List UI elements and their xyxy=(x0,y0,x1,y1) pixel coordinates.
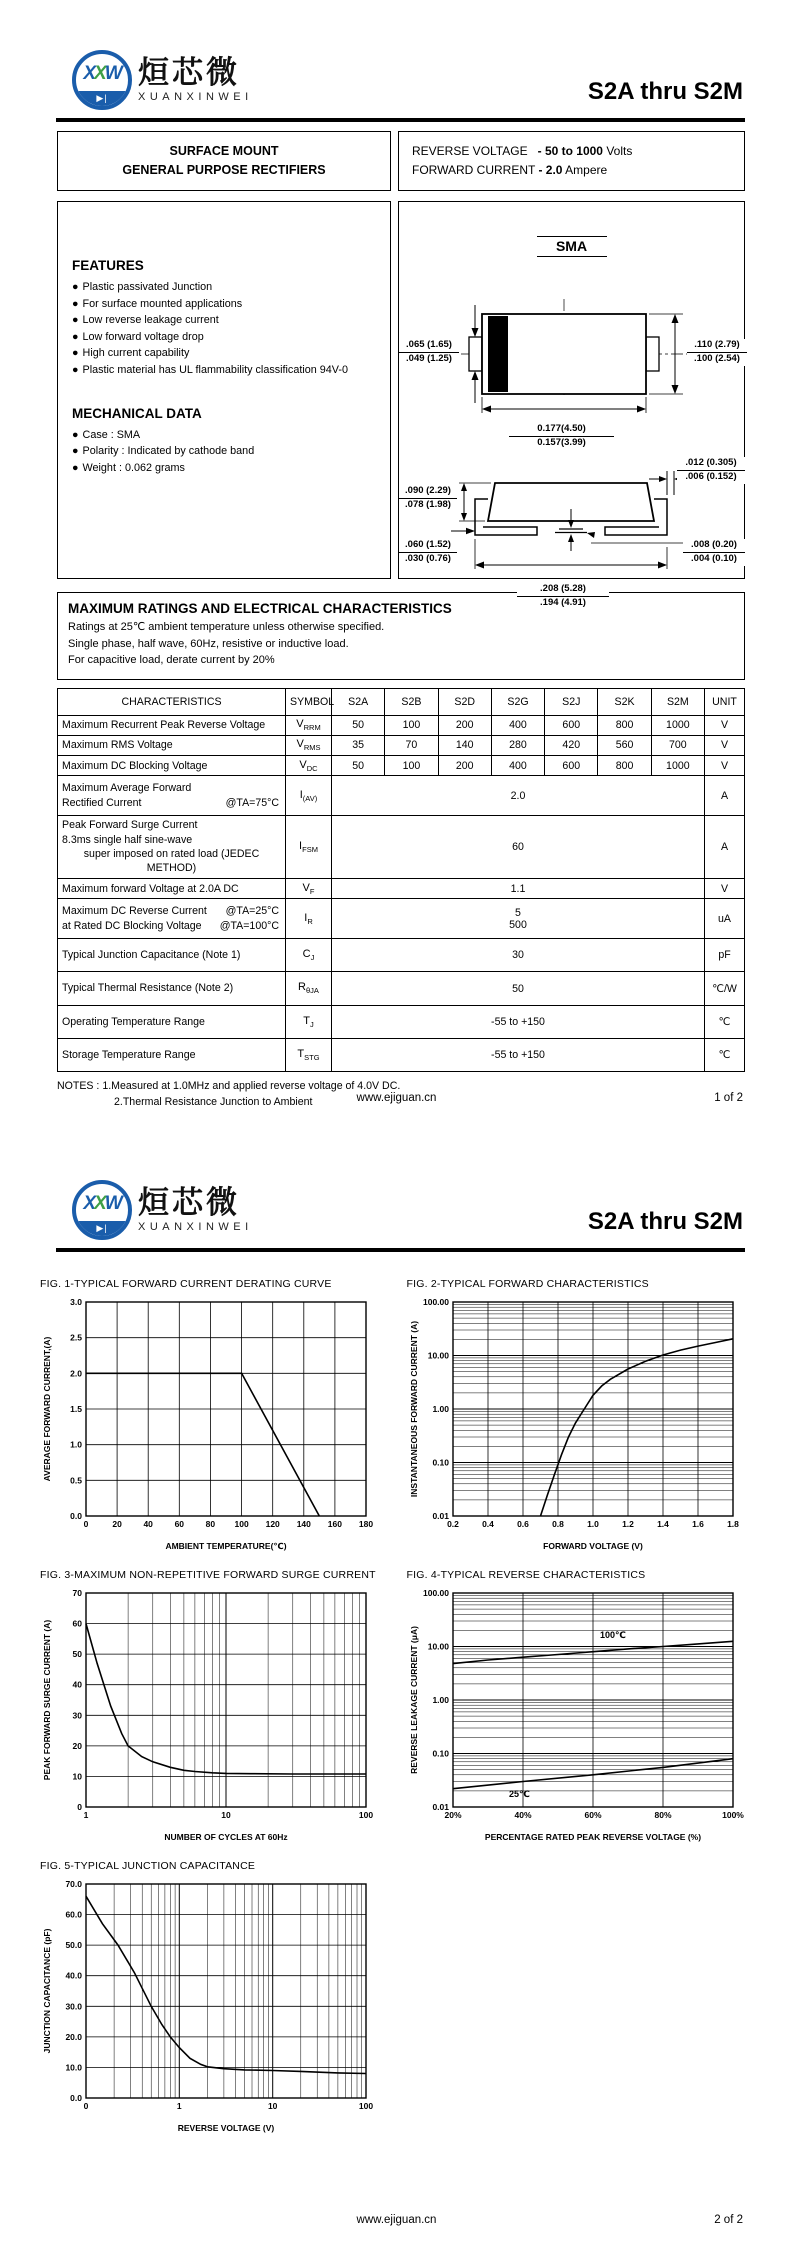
svg-text:1.0: 1.0 xyxy=(586,1519,599,1529)
value-cell: 700 xyxy=(651,735,704,755)
table-header-row xyxy=(58,688,745,715)
value-cell: 2.0 xyxy=(332,776,705,816)
svg-text:2.5: 2.5 xyxy=(70,1332,82,1343)
unit-cell: uA xyxy=(705,899,745,939)
figure-5 xyxy=(40,1860,393,2139)
list-item: ● Case : SMA xyxy=(72,428,141,441)
table-row xyxy=(58,756,745,776)
characteristic-cell: Typical Thermal Resistance (Note 2) xyxy=(58,972,286,1005)
features-box xyxy=(57,201,391,579)
figure-1-chart xyxy=(40,1294,393,1557)
page-number: 2 of 2 xyxy=(714,2214,743,2226)
svg-text:1.2: 1.2 xyxy=(621,1519,634,1529)
ratings-condition-3: For capacitive load, derate current by 20% xyxy=(68,654,275,666)
svg-text:80: 80 xyxy=(205,1519,216,1529)
brand-name-zh: 烜芯微 xyxy=(138,1185,240,1221)
characteristic-cell: Maximum Average Forward Rectified Current @TA=75°C xyxy=(58,776,286,816)
svg-text:30: 30 xyxy=(72,1710,82,1721)
bullet-icon: ● xyxy=(72,330,79,343)
figure-5-chart xyxy=(40,1876,393,2139)
svg-text:10: 10 xyxy=(267,2101,278,2111)
value-cell: 35 xyxy=(332,735,385,755)
brand-name-en: XUANXINWEI xyxy=(138,1220,253,1233)
svg-text:60.0: 60.0 xyxy=(65,1909,82,1920)
dim-side-body-height: $\frac{.090 (2.29)}{.078 (1.98)}$ xyxy=(399,485,457,512)
svg-text:1.00: 1.00 xyxy=(431,1695,449,1705)
unit-cell: V xyxy=(705,735,745,755)
svg-text:0: 0 xyxy=(83,2101,89,2111)
symbol-cell: $V_{RMS}$ xyxy=(286,735,332,755)
characteristic-cell: Maximum forward Voltage at 2.0A DC xyxy=(58,879,286,899)
column-header: UNIT xyxy=(705,688,745,715)
value-cell: 1.1 xyxy=(332,879,705,899)
table-row xyxy=(58,879,745,899)
svg-text:0.8: 0.8 xyxy=(551,1519,564,1529)
unit-cell: V xyxy=(705,715,745,735)
svg-text:10: 10 xyxy=(72,1771,82,1782)
svg-text:INSTANTANEOUS FORWARD CURRENT: INSTANTANEOUS FORWARD CURRENT (A) xyxy=(408,1320,419,1498)
diode-icon: ▶| xyxy=(76,1221,128,1236)
curve-label: 25℃ xyxy=(508,1788,530,1799)
characteristic-cell: Storage Temperature Range xyxy=(58,1038,286,1071)
max-ratings-box xyxy=(57,592,745,680)
product-line-1: SURFACE MOUNT xyxy=(169,143,279,158)
ratings-condition-1: Ratings at 25℃ ambient temperature unless otherwise specified. xyxy=(68,621,385,633)
svg-text:100.00: 100.00 xyxy=(422,1588,449,1598)
symbol-cell: $T_J$ xyxy=(286,1005,332,1038)
svg-text:FORWARD VOLTAGE (V): FORWARD VOLTAGE (V) xyxy=(542,1541,643,1551)
svg-text:80%: 80% xyxy=(653,1810,672,1820)
svg-text:PEAK FORWARD SURGE CURRENT (A): PEAK FORWARD SURGE CURRENT (A) xyxy=(42,1619,52,1781)
svg-text:0.6: 0.6 xyxy=(516,1519,529,1529)
product-type-box xyxy=(57,131,391,191)
svg-text:2.0: 2.0 xyxy=(70,1368,82,1379)
unit-cell: A xyxy=(705,776,745,816)
datasheet-page-2 xyxy=(0,1122,793,2244)
figure-4-chart xyxy=(407,1585,760,1848)
diode-icon: ▶| xyxy=(76,91,128,106)
value-cell: 600 xyxy=(545,715,598,735)
summary-row xyxy=(57,131,745,191)
value-cell: 50 xyxy=(332,715,385,735)
list-item: ● Plastic material has UL flammability classification 94V-0 xyxy=(72,363,348,376)
figure-1 xyxy=(40,1278,393,1557)
figure-2-title: FIG. 2-TYPICAL FORWARD CHARACTERISTICS xyxy=(406,1278,649,1290)
part-number-title: S2A thru S2M xyxy=(587,1208,743,1235)
value-cell: 560 xyxy=(598,735,651,755)
value-cell: 420 xyxy=(545,735,598,755)
dim-top-view-left: $\frac{.065 (1.65)}{.049 (1.25)}$ xyxy=(399,339,459,366)
package-outline-box xyxy=(398,201,745,608)
sma-top-view-drawing xyxy=(461,297,691,417)
svg-text:100%: 100% xyxy=(721,1810,744,1820)
svg-text:AVERAGE FORWARD CURRENT,(A): AVERAGE FORWARD CURRENT,(A) xyxy=(42,1336,52,1482)
value-cell: 100 xyxy=(385,715,438,735)
reverse-voltage-line: REVERSE VOLTAGE - 50 to 1000 Volts xyxy=(412,143,633,158)
column-header: S2B xyxy=(385,688,438,715)
svg-text:NUMBER OF CYCLES AT 60Hz: NUMBER OF CYCLES AT 60Hz xyxy=(164,1832,288,1842)
svg-text:40: 40 xyxy=(72,1679,82,1690)
package-drawings xyxy=(399,257,744,608)
value-cell: -55 to +150 xyxy=(332,1038,705,1071)
column-header: S2J xyxy=(545,688,598,715)
svg-text:60: 60 xyxy=(72,1618,82,1629)
figure-3 xyxy=(40,1569,393,1848)
header-rule xyxy=(56,1248,745,1252)
svg-text:40.0: 40.0 xyxy=(65,1970,82,1981)
series-cj xyxy=(86,1896,366,2073)
brand-text xyxy=(138,57,253,103)
note-2: 2.Thermal Resistance Junction to Ambient xyxy=(114,1096,313,1109)
bullet-icon: ● xyxy=(72,461,79,474)
table-row xyxy=(58,776,745,816)
svg-text:60: 60 xyxy=(174,1519,185,1529)
svg-text:0: 0 xyxy=(83,1519,89,1529)
mechanical-list xyxy=(72,429,378,474)
table-row xyxy=(58,939,745,972)
svg-text:1: 1 xyxy=(83,1810,89,1820)
svg-text:100: 100 xyxy=(234,1519,249,1529)
characteristic-cell: Maximum DC Blocking Voltage xyxy=(58,756,286,776)
figure-2-chart xyxy=(407,1294,760,1557)
part-number-title: S2A thru S2M xyxy=(587,78,743,105)
unit-cell: ℃ xyxy=(705,1038,745,1071)
value-cell: 280 xyxy=(491,735,544,755)
svg-text:0.5: 0.5 xyxy=(70,1475,82,1486)
svg-text:40: 40 xyxy=(143,1519,153,1529)
symbol-cell: $C_J$ xyxy=(286,939,332,972)
brand-text xyxy=(138,1187,253,1233)
max-ratings-heading: MAXIMUM RATINGS AND ELECTRICAL CHARACTERISTICS xyxy=(68,601,452,616)
bullet-icon: ● xyxy=(72,347,79,359)
chart-svg xyxy=(40,1294,378,1552)
svg-text:10.0: 10.0 xyxy=(65,2062,82,2073)
characteristic-cell: Typical Junction Capacitance (Note 1) xyxy=(58,939,286,972)
chart-svg xyxy=(407,1585,745,1843)
website-link[interactable]: www.ejiguan.cn xyxy=(356,2214,437,2226)
unit-cell: V xyxy=(705,756,745,776)
brand-name-zh: 烜芯微 xyxy=(138,55,240,91)
figures-grid xyxy=(40,1278,759,2139)
list-item: ● For surface mounted applications xyxy=(72,297,243,310)
chart-svg xyxy=(40,1585,378,1843)
symbol-cell: $I_{(AV)}$ xyxy=(286,776,332,816)
characteristic-cell: Operating Temperature Range xyxy=(58,1005,286,1038)
figure-2 xyxy=(407,1278,760,1557)
list-item: ● Low forward voltage drop xyxy=(72,330,204,343)
value-cell: 140 xyxy=(438,735,491,755)
page-number: 1 of 2 xyxy=(714,1092,743,1104)
column-header: S2D xyxy=(438,688,491,715)
svg-text:1.00: 1.00 xyxy=(431,1404,449,1414)
symbol-cell: $V_F$ xyxy=(286,879,332,899)
value-cell: 1000 xyxy=(651,715,704,735)
svg-text:1.4: 1.4 xyxy=(656,1519,669,1529)
figure-1-title: FIG. 1-TYPICAL FORWARD CURRENT DERATING CURVE xyxy=(40,1278,332,1290)
svg-text:50.0: 50.0 xyxy=(65,1940,82,1951)
logo-monogram: XXW xyxy=(83,1193,121,1214)
svg-text:60%: 60% xyxy=(583,1810,602,1820)
column-header: S2A xyxy=(332,688,385,715)
figure-3-title: FIG. 3-MAXIMUM NON-REPETITIVE FORWARD SURGE CURRENT xyxy=(40,1569,376,1581)
value-cell: 5 500 xyxy=(332,899,705,939)
table-row xyxy=(58,715,745,735)
table-row xyxy=(58,815,745,878)
svg-text:120: 120 xyxy=(265,1519,280,1529)
svg-text:AMBIENT TEMPERATURE(℃): AMBIENT TEMPERATURE(℃) xyxy=(165,1541,287,1551)
header xyxy=(0,0,793,110)
column-header: S2M xyxy=(651,688,704,715)
svg-text:40%: 40% xyxy=(513,1810,532,1820)
unit-cell: V xyxy=(705,879,745,899)
unit-cell: ℃/W xyxy=(705,972,745,1005)
svg-text:0.0: 0.0 xyxy=(70,1511,82,1521)
svg-text:0.01: 0.01 xyxy=(431,1511,449,1521)
brand-logo xyxy=(72,1180,253,1240)
value-cell: 400 xyxy=(491,756,544,776)
value-cell: 800 xyxy=(598,715,651,735)
bullet-icon: ● xyxy=(72,297,79,310)
sma-side-view-drawing xyxy=(451,469,701,577)
bullet-icon: ● xyxy=(72,281,79,293)
list-item: ● Weight : 0.062 grams xyxy=(72,461,185,474)
column-header: CHARACTERISTICS xyxy=(58,688,286,715)
forward-current-line: FORWARD CURRENT - 2.0 Ampere xyxy=(412,163,608,177)
dim-side-standoff: $\frac{.008 (0.20)}{.004 (0.10)}$ xyxy=(683,539,745,566)
value-cell: 70 xyxy=(385,735,438,755)
list-item: ● Low reverse leakage current xyxy=(72,314,219,326)
series-vf xyxy=(540,1339,733,1516)
svg-text:1.8: 1.8 xyxy=(726,1519,739,1529)
svg-text:100.00: 100.00 xyxy=(422,1297,449,1307)
svg-text:0: 0 xyxy=(77,1802,82,1812)
brand-logo-mark xyxy=(72,1180,132,1240)
svg-text:0.01: 0.01 xyxy=(431,1802,449,1812)
svg-text:100: 100 xyxy=(358,1810,374,1820)
dim-top-view-right: $\frac{.110 (2.79)}{.100 (2.54)}$ xyxy=(687,339,747,366)
unit-cell: A xyxy=(705,815,745,878)
figure-4-title: FIG. 4-TYPICAL REVERSE CHARACTERISTICS xyxy=(406,1569,646,1581)
column-header: S2G xyxy=(491,688,544,715)
svg-text:0.4: 0.4 xyxy=(481,1519,494,1529)
header-rule xyxy=(56,118,745,122)
symbol-cell: $V_{DC}$ xyxy=(286,756,332,776)
symbol-cell: $I_{FSM}$ xyxy=(286,815,332,878)
curve-label: 100℃ xyxy=(599,1629,626,1640)
svg-text:70: 70 xyxy=(72,1588,82,1598)
list-item: ● Plastic passivated Junction xyxy=(72,281,213,293)
svg-text:180: 180 xyxy=(358,1519,374,1529)
svg-text:0.2: 0.2 xyxy=(446,1519,459,1529)
value-cell: 200 xyxy=(438,756,491,776)
bullet-icon: ● xyxy=(72,314,79,326)
svg-text:PERCENTAGE RATED PEAK REVERSE: PERCENTAGE RATED PEAK REVERSE VOLTAGE (%) xyxy=(484,1832,701,1842)
symbol-cell: $I_R$ xyxy=(286,899,332,939)
svg-text:JUNCTION CAPACITANCE (pF): JUNCTION CAPACITANCE (pF) xyxy=(42,1928,52,2054)
svg-text:10.00: 10.00 xyxy=(427,1641,449,1652)
brand-logo xyxy=(72,50,253,110)
value-cell: 200 xyxy=(438,715,491,735)
table-row xyxy=(58,735,745,755)
column-header: S2K xyxy=(598,688,651,715)
svg-text:REVERSE VOLTAGE (V): REVERSE VOLTAGE (V) xyxy=(177,2123,275,2133)
svg-text:50: 50 xyxy=(72,1649,82,1660)
svg-text:REVERSE LEAKAGE CURRENT (μA): REVERSE LEAKAGE CURRENT (μA) xyxy=(408,1626,419,1774)
bullet-icon: ● xyxy=(72,445,79,457)
unit-cell: pF xyxy=(705,939,745,972)
dim-side-lead-thickness: $\frac{.012 (0.305)}{.006 (0.152)}$ xyxy=(677,457,745,484)
product-line-2: GENERAL PURPOSE RECTIFIERS xyxy=(122,163,326,177)
value-cell: 60 xyxy=(332,815,705,878)
symbol-cell: $R_{\theta JA}$ xyxy=(286,972,332,1005)
list-item: ● High current capability xyxy=(72,347,190,359)
symbol-cell: $V_{RRM}$ xyxy=(286,715,332,735)
value-cell: 50 xyxy=(332,972,705,1005)
figure-3-chart xyxy=(40,1585,393,1848)
svg-text:20: 20 xyxy=(72,1740,82,1751)
svg-text:1.0: 1.0 xyxy=(70,1439,82,1450)
table-row xyxy=(58,1005,745,1038)
characteristic-cell: Maximum DC Reverse Current @TA=25°C at Rated DC Blocking Voltage @TA=100°C xyxy=(58,899,286,939)
value-cell: 50 xyxy=(332,756,385,776)
electrical-characteristics-table xyxy=(57,688,745,1073)
svg-text:3.0: 3.0 xyxy=(70,1297,82,1307)
unit-cell: ℃ xyxy=(705,1005,745,1038)
dim-side-lead-length: $\frac{.060 (1.52)}{.030 (0.76)}$ xyxy=(399,539,457,566)
svg-text:70.0: 70.0 xyxy=(65,1879,82,1889)
package-name: SMA xyxy=(537,236,607,257)
dim-side-total-width: $\frac{.208 (5.28)}{.194 (4.91)}$ xyxy=(517,583,609,610)
features-heading: FEATURES xyxy=(72,258,144,273)
list-item: ● Polarity : Indicated by cathode band xyxy=(72,445,255,457)
electrical-summary-box xyxy=(398,131,745,191)
value-cell: 800 xyxy=(598,756,651,776)
header xyxy=(0,1122,793,1240)
svg-text:0.0: 0.0 xyxy=(70,2093,82,2103)
table-row xyxy=(58,972,745,1005)
characteristic-cell: Maximum RMS Voltage xyxy=(58,735,286,755)
website-link[interactable]: www.ejiguan.cn xyxy=(356,1092,437,1104)
chart-svg xyxy=(40,1876,378,2134)
svg-text:1.5: 1.5 xyxy=(70,1404,82,1414)
logo-monogram: XXW xyxy=(83,63,121,84)
svg-text:1.6: 1.6 xyxy=(691,1519,704,1529)
bullet-icon: ● xyxy=(72,363,79,376)
table-row xyxy=(58,899,745,939)
dim-top-view-bottom: $\frac{0.177(4.50)}{0.157(3.99)}$ xyxy=(509,423,614,450)
svg-text:1: 1 xyxy=(176,2101,182,2111)
svg-text:10: 10 xyxy=(221,1810,231,1820)
brand-name-en: XUANXINWEI xyxy=(138,90,253,103)
figure-4 xyxy=(407,1569,760,1848)
ratings-condition-2: Single phase, half wave, 60Hz, resistive or inductive load. xyxy=(68,637,349,650)
svg-text:10.00: 10.00 xyxy=(427,1350,449,1361)
table-row xyxy=(58,1038,745,1071)
svg-text:30.0: 30.0 xyxy=(65,2001,82,2012)
svg-text:20.0: 20.0 xyxy=(65,2031,82,2042)
note-1: NOTES : 1.Measured at 1.0MHz and applied reverse voltage of 4.0V DC. xyxy=(57,1080,401,1093)
characteristic-cell: Maximum Recurrent Peak Reverse Voltage xyxy=(58,715,286,735)
figure-5-title: FIG. 5-TYPICAL JUNCTION CAPACITANCE xyxy=(40,1860,256,1872)
svg-text:160: 160 xyxy=(327,1519,342,1529)
svg-text:140: 140 xyxy=(296,1519,311,1529)
value-cell: 1000 xyxy=(651,756,704,776)
symbol-cell: $T_{STG}$ xyxy=(286,1038,332,1071)
value-cell: 400 xyxy=(491,715,544,735)
column-header: SYMBOL xyxy=(286,688,332,715)
svg-text:0.10: 0.10 xyxy=(431,1748,449,1759)
chart-svg xyxy=(407,1294,745,1552)
svg-text:100: 100 xyxy=(358,2101,374,2111)
value-cell: 100 xyxy=(385,756,438,776)
svg-text:20%: 20% xyxy=(443,1810,462,1820)
svg-text:0.10: 0.10 xyxy=(431,1457,449,1468)
svg-text:20: 20 xyxy=(112,1519,122,1529)
characteristic-cell: Peak Forward Surge Current 8.3ms single half sine-wave super imposed on rated load (JEDEC METHOD) xyxy=(58,815,286,878)
details-row xyxy=(57,201,745,608)
brand-logo-mark xyxy=(72,50,132,110)
value-cell: -55 to +150 xyxy=(332,1005,705,1038)
bullet-icon: ● xyxy=(72,428,79,441)
value-cell: 30 xyxy=(332,939,705,972)
value-cell: 600 xyxy=(545,756,598,776)
mechanical-heading: MECHANICAL DATA xyxy=(72,405,202,421)
features-list xyxy=(72,281,378,376)
